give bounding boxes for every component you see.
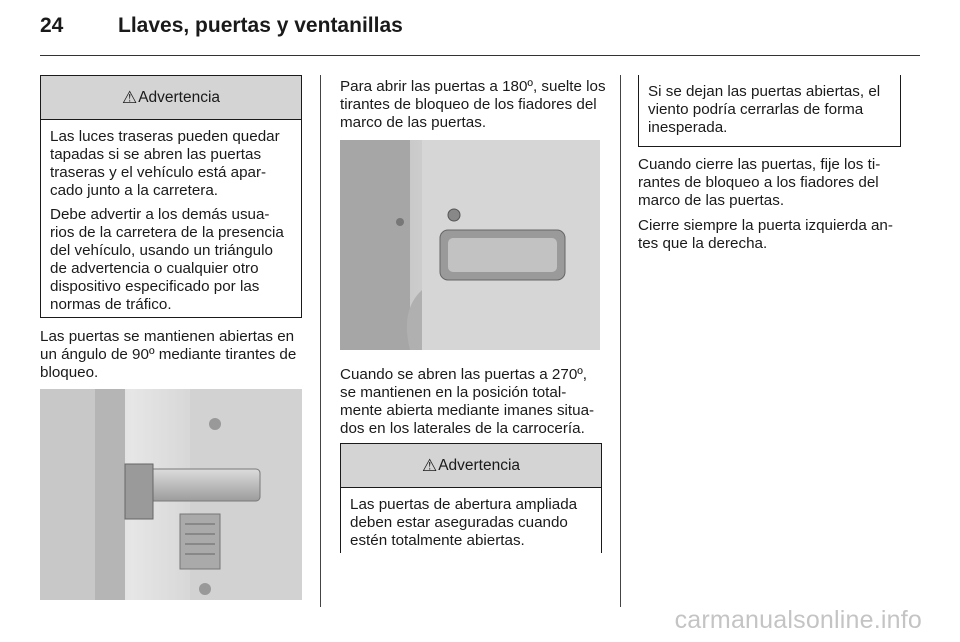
body-text-270-degrees: Cuando se abren las puertas a 270º, se mantienen en la posición total-mente abierta mediante imanes situa-dos en los laterales de la carrocería. <box>340 366 595 437</box>
warning-box-wind <box>638 75 901 147</box>
header-rule <box>40 55 920 56</box>
warning-header <box>41 76 301 120</box>
warning-paragraph: Si se dejan las puertas abiertas, el viento podría cerrarlas de forma inesperada. <box>648 83 881 136</box>
column-divider <box>320 75 321 607</box>
column-divider <box>620 75 621 607</box>
warning-triangle-icon: ⚠ <box>121 87 138 107</box>
warning-header <box>341 444 601 488</box>
photo-door-check-strap <box>40 389 302 600</box>
warning-box-tail-lights <box>40 75 302 318</box>
body-text-left-door-first: Cierre siempre la puerta izquierda an-tes que la derecha. <box>638 217 893 252</box>
body-text-180-degrees: Para abrir las puertas a 180º, suelte los tirantes de bloqueo de los fiadores del marco de las puertas. <box>340 78 606 131</box>
warning-body <box>341 488 601 554</box>
warning-title: Advertencia <box>438 456 521 474</box>
warning-box-wide-doors <box>340 443 602 553</box>
body-text-90-degrees: Las puertas se mantienen abiertas en un ángulo de 90º mediante tirantes de bloqueo. <box>40 328 297 381</box>
warning-paragraph: Debe advertir a los demás usua-rios de la carretera de la presencia del vehículo, usando un triángulo de advertencia o cualquier otro dispositivo especificado por las normas de tráfico. <box>50 206 284 313</box>
warning-body <box>41 120 301 322</box>
photo-door-handle <box>340 140 600 350</box>
warning-triangle-icon: ⚠ <box>421 455 438 475</box>
warning-paragraph: Las luces traseras pueden quedar tapadas si se abren las puertas traseras y el vehículo está apar-cado junto a la carretera. <box>50 128 280 199</box>
watermark: carmanualsonline.info <box>674 606 922 634</box>
page-header <box>40 14 403 38</box>
page-title: Llaves, puertas y ventanillas <box>118 14 403 37</box>
body-text-closing-doors: Cuando cierre las puertas, fije los ti-rantes de bloqueo a los fiadores del marco de las puertas. <box>638 156 881 209</box>
warning-title: Advertencia <box>138 88 221 106</box>
warning-paragraph: Las puertas de abertura ampliada deben estar aseguradas cuando estén totalmente abiertas. <box>350 496 578 549</box>
page-number: 24 <box>40 14 64 37</box>
